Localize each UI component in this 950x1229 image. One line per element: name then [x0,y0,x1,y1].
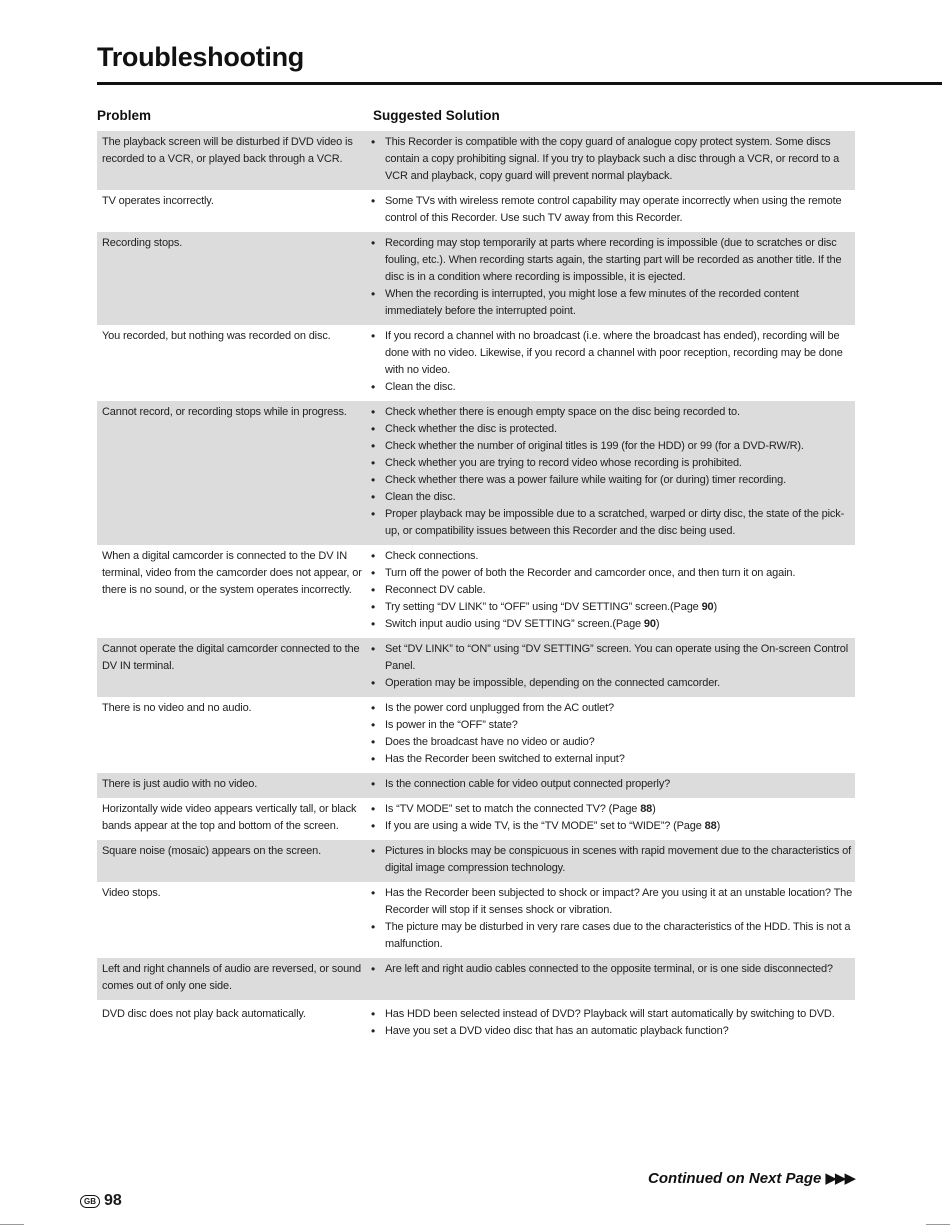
solution-item: • Has the Recorder been switched to external input? [369,751,855,768]
solution-item: • If you record a channel with no broadcast (i.e. where the broadcast has ended), recording will be done with no video. Likewise, if you record a channel with poor reception, recording may be done with no video. [369,328,855,379]
solution-item: • If you are using a wide TV, is the “TV MODE” set to “WIDE”? (Page 88) [369,818,855,835]
solution-cell [369,885,855,953]
solution-cell [369,193,855,227]
solution-item: • Have you set a DVD video disc that has an automatic playback function? [369,1023,855,1040]
table-row [97,545,855,638]
solution-item: • Reconnect DV cable. [369,582,855,599]
solution-cell [369,548,855,633]
problem-text: DVD disc does not play back automatically. [102,1008,306,1020]
problem-text: TV operates incorrectly. [102,195,214,207]
solution-item: • Are left and right audio cables connected to the opposite terminal, or is one side disconnected? [369,961,855,978]
table-row [97,131,855,190]
table-row [97,638,855,697]
solution-list [369,134,855,185]
solution-list [369,193,855,227]
problem-text: Recording stops. [102,237,183,249]
solution-list [369,700,855,768]
solution-cell [369,700,855,768]
solution-cell [369,235,855,320]
title-rule [97,82,942,85]
table-row [97,1000,855,1045]
solution-item: • Switch input audio using “DV SETTING” screen.(Page 90) [369,616,855,633]
solution-cell [369,641,855,692]
solution-item: • Check whether there is enough empty space on the disc being recorded to. [369,404,855,421]
problem-text: Cannot operate the digital camcorder connected to the DV IN terminal. [102,643,360,672]
table-row [97,325,855,401]
solution-list [369,641,855,692]
problem-text: There is just audio with no video. [102,778,258,790]
solution-item: • Set “DV LINK” to “ON” using “DV SETTING” screen. You can operate using the On-screen Control Panel. [369,641,855,675]
solution-item: • Check whether the disc is protected. [369,421,855,438]
solution-item: • Check connections. [369,548,855,565]
solution-item: • Is “TV MODE” set to match the connected TV? (Page 88) [369,801,855,818]
solution-list [369,404,855,540]
solution-list [369,328,855,396]
solution-item: • Check whether there was a power failure while waiting for (or during) timer recording. [369,472,855,489]
solution-item: • Does the broadcast have no video or audio? [369,734,855,751]
solution-item: • Is power in the “OFF” state? [369,717,855,734]
problem-text: Cannot record, or recording stops while in progress. [102,406,347,418]
problem-text: You recorded, but nothing was recorded on disc. [102,330,331,342]
table-row [97,232,855,325]
arrow-right-icon: ▶▶▶ [825,1170,854,1187]
problem-text: When a digital camcorder is connected to the DV IN terminal, video from the camcorder does not appear, or there is no sound, or the system operates incorrectly. [102,550,362,596]
solution-list [369,961,855,978]
solution-item: • Proper playback may be impossible due to a scratched, warped or dirty disc, the state of the pick-up, or compatibility issues between this Recorder and the disc being used. [369,506,855,540]
table-row [97,840,855,882]
solution-item: • Has HDD been selected instead of DVD? Playback will start automatically by switching to DVD. [369,1006,855,1023]
solution-item: • Recording may stop temporarily at parts where recording is impossible (due to scratches or disc fouling, etc.). When recording starts again, the starting part will be recorded as another title. If the disc is in a condition where recording is impossible, it is ejected. [369,235,855,286]
continued-text: Continued on Next Page [648,1170,822,1187]
solution-item: • Is the connection cable for video output connected properly? [369,776,855,793]
solution-list [369,885,855,953]
table-row [97,958,855,1000]
problem-text: The playback screen will be disturbed if DVD video is recorded to a VCR, or played back through a VCR. [102,136,353,165]
solution-cell [369,843,855,877]
solution-item: • Check whether you are trying to record video whose recording is prohibited. [369,455,855,472]
solution-cell [369,134,855,185]
problem-text: There is no video and no audio. [102,702,252,714]
table-row [97,401,855,545]
table-row [97,697,855,773]
problem-text: Square noise (mosaic) appears on the screen. [102,845,322,857]
solution-item: • Clean the disc. [369,489,855,506]
problem-text: Video stops. [102,887,161,899]
solution-cell [369,1006,855,1040]
solution-item: • Is the power cord unplugged from the AC outlet? [369,700,855,717]
solution-item: • Try setting “DV LINK” to “OFF” using “DV SETTING” screen.(Page 90) [369,599,855,616]
solution-list [369,1006,855,1040]
page-title: Troubleshooting [97,42,304,72]
column-header-problem: Problem [97,108,152,123]
problem-text: Left and right channels of audio are reversed, or sound comes out of only one side. [102,963,361,992]
solution-list [369,843,855,877]
solution-item: • Operation may be impossible, depending on the connected camcorder. [369,675,855,692]
page-footer [80,1192,122,1210]
problem-text: Horizontally wide video appears vertically tall, or black bands appear at the top and bottom of the screen. [102,803,357,832]
solution-item: • Pictures in blocks may be conspicuous in scenes with rapid movement due to the characteristics of digital image compression technology. [369,843,855,877]
solution-cell [369,961,855,995]
solution-list [369,235,855,320]
crop-mark-right [926,1224,950,1225]
crop-mark-left [0,1224,24,1225]
solution-cell [369,776,855,793]
solution-item: • Clean the disc. [369,379,855,396]
solution-item: • Turn off the power of both the Recorder and camcorder once, and then turn it on again. [369,565,855,582]
continued-notice [648,1169,854,1187]
solution-item: • This Recorder is compatible with the copy guard of analogue copy protect system. Some discs contain a copy prohibiting signal. If you try to playback such a disc through a VCR, or record to a VCR and playback, copy guard will prevent normal playback. [369,134,855,185]
solution-list [369,776,855,793]
column-header-solution: Suggested Solution [373,108,500,123]
solution-cell [369,328,855,396]
solution-item: • Some TVs with wireless remote control capability may operate incorrectly when using the remote control of this Recorder. Use such TV away from this Recorder. [369,193,855,227]
table-row [97,190,855,232]
region-badge: GB [80,1195,100,1208]
solution-item: • When the recording is interrupted, you might lose a few minutes of the recorded content immediately before the interrupted point. [369,286,855,320]
solution-list [369,801,855,835]
troubleshooting-table [97,131,855,1045]
table-row [97,798,855,840]
solution-item: • Check whether the number of original titles is 199 (for the HDD) or 99 (for a DVD-RW/R). [369,438,855,455]
solution-item: • Has the Recorder been subjected to shock or impact? Are you using it at an unstable location? The Recorder will stop if it senses shock or vibration. [369,885,855,919]
solution-cell [369,801,855,835]
table-row [97,882,855,958]
table-row [97,773,855,798]
page-number: 98 [104,1192,122,1209]
solution-cell [369,404,855,540]
solution-item: • The picture may be disturbed in very rare cases due to the characteristics of the HDD. This is not a malfunction. [369,919,855,953]
solution-list [369,548,855,633]
